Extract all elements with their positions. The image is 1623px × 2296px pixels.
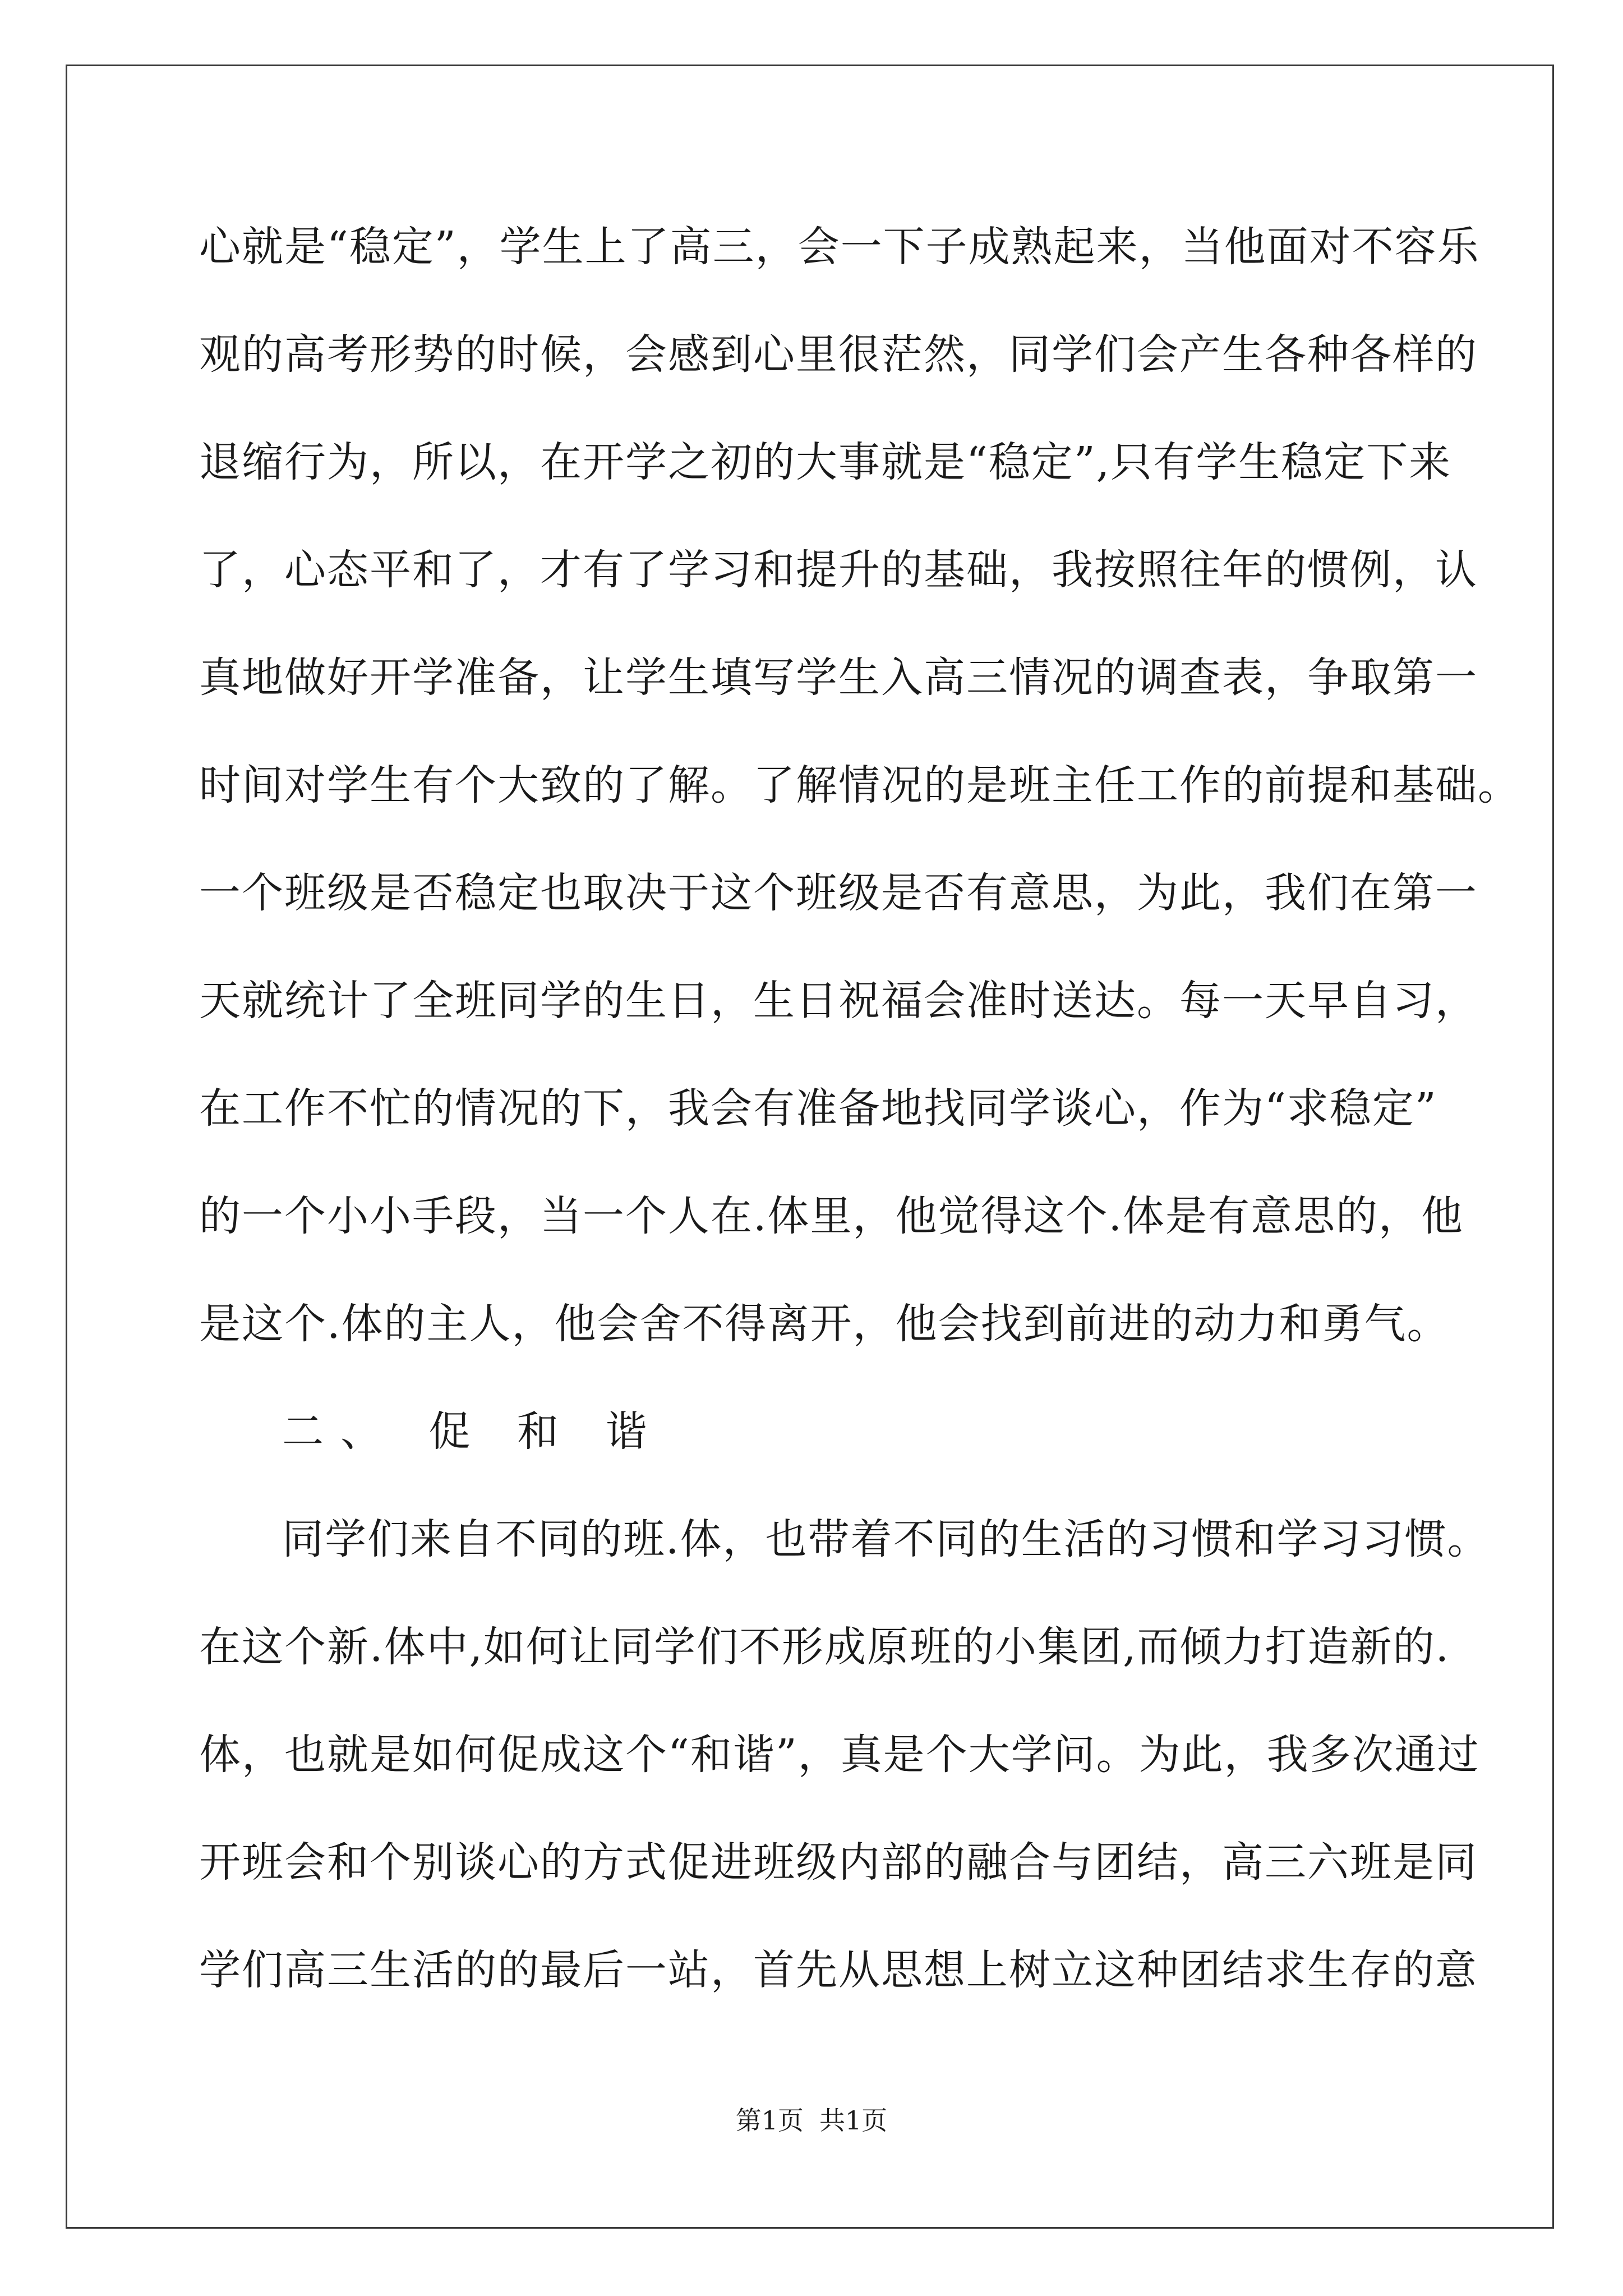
page-number-current: 第1页 — [735, 2105, 804, 2136]
body-line-8: 天就统计了全班同学的生日，生日祝福会准时送达。每一天早自习， — [199, 977, 1478, 1025]
body-line-11: 是这个.体的主人，他会舍不得离开，他会找到前进的动力和勇气。 — [199, 1300, 1450, 1348]
body-line-9: 在工作不忙的情况的下，我会有准备地找同学谈心，作为“求稳定” — [199, 1084, 1437, 1133]
body-line-13: 同学们来自不同的班.体，也带着不同的生活的习惯和学习习惯。 — [282, 1515, 1490, 1563]
body-line-6: 时间对学生有个大致的了解。了解情况的是班主任工作的前提和基础。 — [199, 761, 1520, 809]
section-heading: 二、 促 和 谐 — [282, 1407, 664, 1456]
body-line-10: 的一个小小手段，当一个人在.体里，他觉得这个.体是有意思的，他 — [199, 1192, 1464, 1240]
body-line-17: 学们高三生活的的最后一站，首先从思想上树立这种团结求生存的意 — [199, 1946, 1478, 1994]
body-line-4: 了，心态平和了，才有了学习和提升的基础，我按照往年的惯例，认 — [199, 546, 1478, 594]
page-number-total: 共1页 — [819, 2105, 888, 2136]
body-line-1: 心就是“稳定”，学生上了高三，会一下子成熟起来，当他面对不容乐 — [199, 223, 1480, 271]
body-line-7: 一个班级是否稳定也取决于这个班级是否有意思，为此，我们在第一 — [199, 869, 1478, 917]
body-line-2: 观的高考形势的时候，会感到心里很茫然，同学们会产生各种各样的 — [199, 330, 1478, 379]
document-body — [199, 216, 1520, 2047]
page-footer — [0, 2104, 1623, 2137]
body-line-3: 退缩行为，所以，在开学之初的大事就是“稳定”,只有学生稳定下来 — [199, 438, 1452, 486]
body-line-5: 真地做好开学准备，让学生填写学生入高三情况的调查表，争取第一 — [199, 654, 1478, 702]
body-line-14: 在这个新.体中,如何让同学们不形成原班的小集团,而倾力打造新的. — [199, 1623, 1450, 1671]
body-line-15: 体，也就是如何促成这个“和谐”，真是个大学问。为此，我多次通过 — [199, 1731, 1480, 1779]
body-line-16: 开班会和个别谈心的方式促进班级内部的融合与团结，高三六班是同 — [199, 1838, 1478, 1887]
